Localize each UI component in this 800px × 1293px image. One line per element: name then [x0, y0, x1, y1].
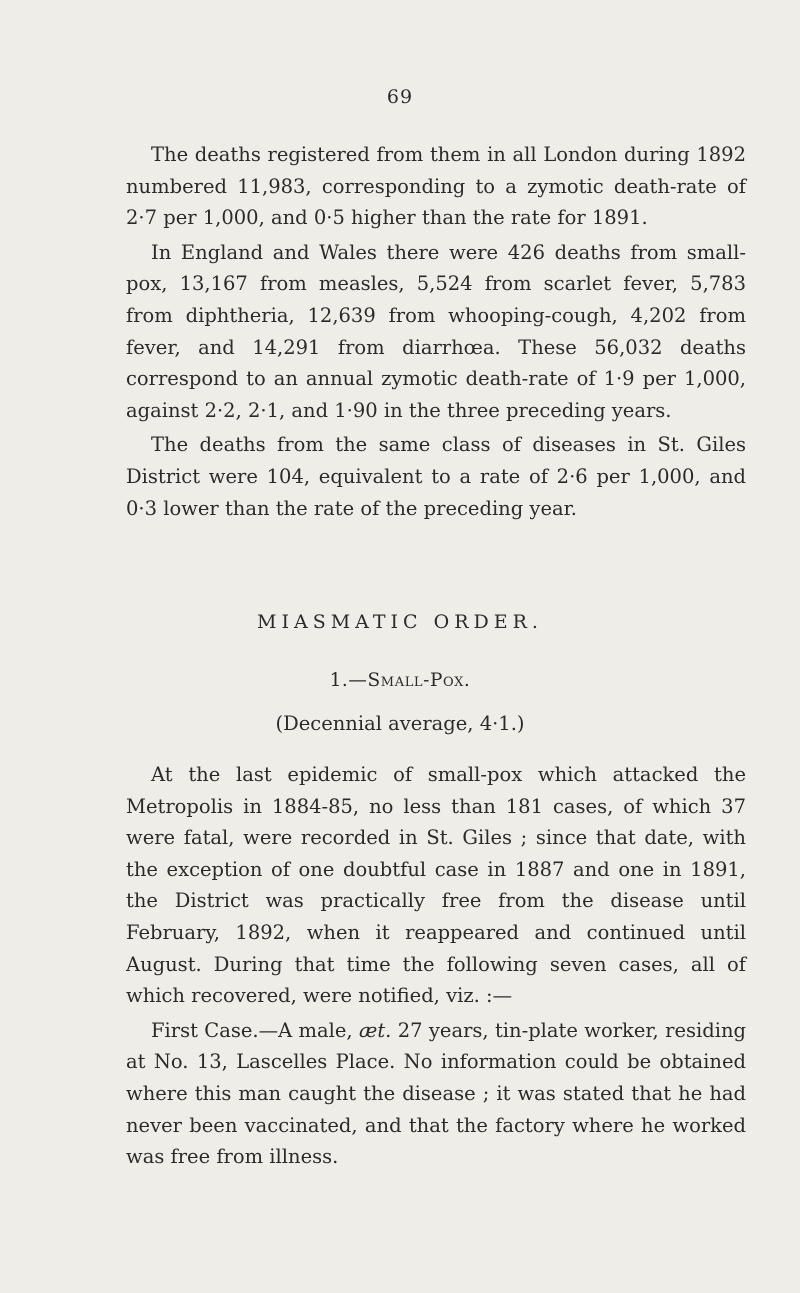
- subsection-heading-small-pox: [0, 670, 800, 691]
- paragraph-england-wales-deaths: In England and Wales there were 426 deaths from small-pox, 13,167 from measles, 5,524 from scarlet fever, 5,783 from diphtheria, 12,639 from whooping-cough, 4,202 from fever, and 14,291 from diarrhœa. These 56,032 deaths correspond to an annual zymotic death-rate of 1·9 per 1,000, against 2·2, 2·1, and 1·90 in the three preceding years.: [126, 240, 746, 422]
- section-heading-miasmatic-order: MIASMATIC ORDER.: [257, 611, 543, 633]
- paragraph-london-deaths: The deaths registered from them in all London during 1892 numbered 11,983, corresponding to a zymotic death-rate of 2·7 per 1,000, and 0·5 higher than the rate for 1891.: [126, 143, 746, 230]
- small-pox-text-block: [126, 759, 746, 1173]
- paragraph-first-case: [126, 1015, 746, 1173]
- first-case-prefix: First Case.—A male,: [151, 1018, 359, 1042]
- decennial-average-note: (Decennial average, 4·1.): [275, 712, 525, 735]
- first-case-age-abbrev: æt.: [358, 1018, 392, 1042]
- page-number: 69: [386, 86, 414, 108]
- paragraph-st-giles-deaths: The deaths from the same class of diseases in St. Giles District were 104, equivalent to a rate of 2·6 per 1,000, and 0·3 lower than the rate of the preceding year.: [126, 433, 746, 520]
- first-case-details: 27 years, tin-plate worker, residing at No. 13, Lascelles Place. No information could be obtained where this man caught the disease ; it was stated that he had never been vaccinated, and that the factory where he worked was free from illness.: [126, 1018, 746, 1169]
- intro-text-block: [126, 139, 746, 524]
- subsection-title: Small-Pox.: [367, 670, 471, 691]
- paragraph-small-pox-epidemic: At the last epidemic of small-pox which attacked the Metropolis in 1884-85, no less than 181 cases, of which 37 were fatal, were recorded in St. Giles ; since that date, with the exception of one doubtful case in 1887 and one in 1891, the District was practically free from the disease until February, 1892, when it reappeared and continued until August. During that time the following seven cases, all of which recovered, were notified, viz. :—: [126, 763, 746, 1008]
- subsection-number: 1.—: [329, 670, 368, 691]
